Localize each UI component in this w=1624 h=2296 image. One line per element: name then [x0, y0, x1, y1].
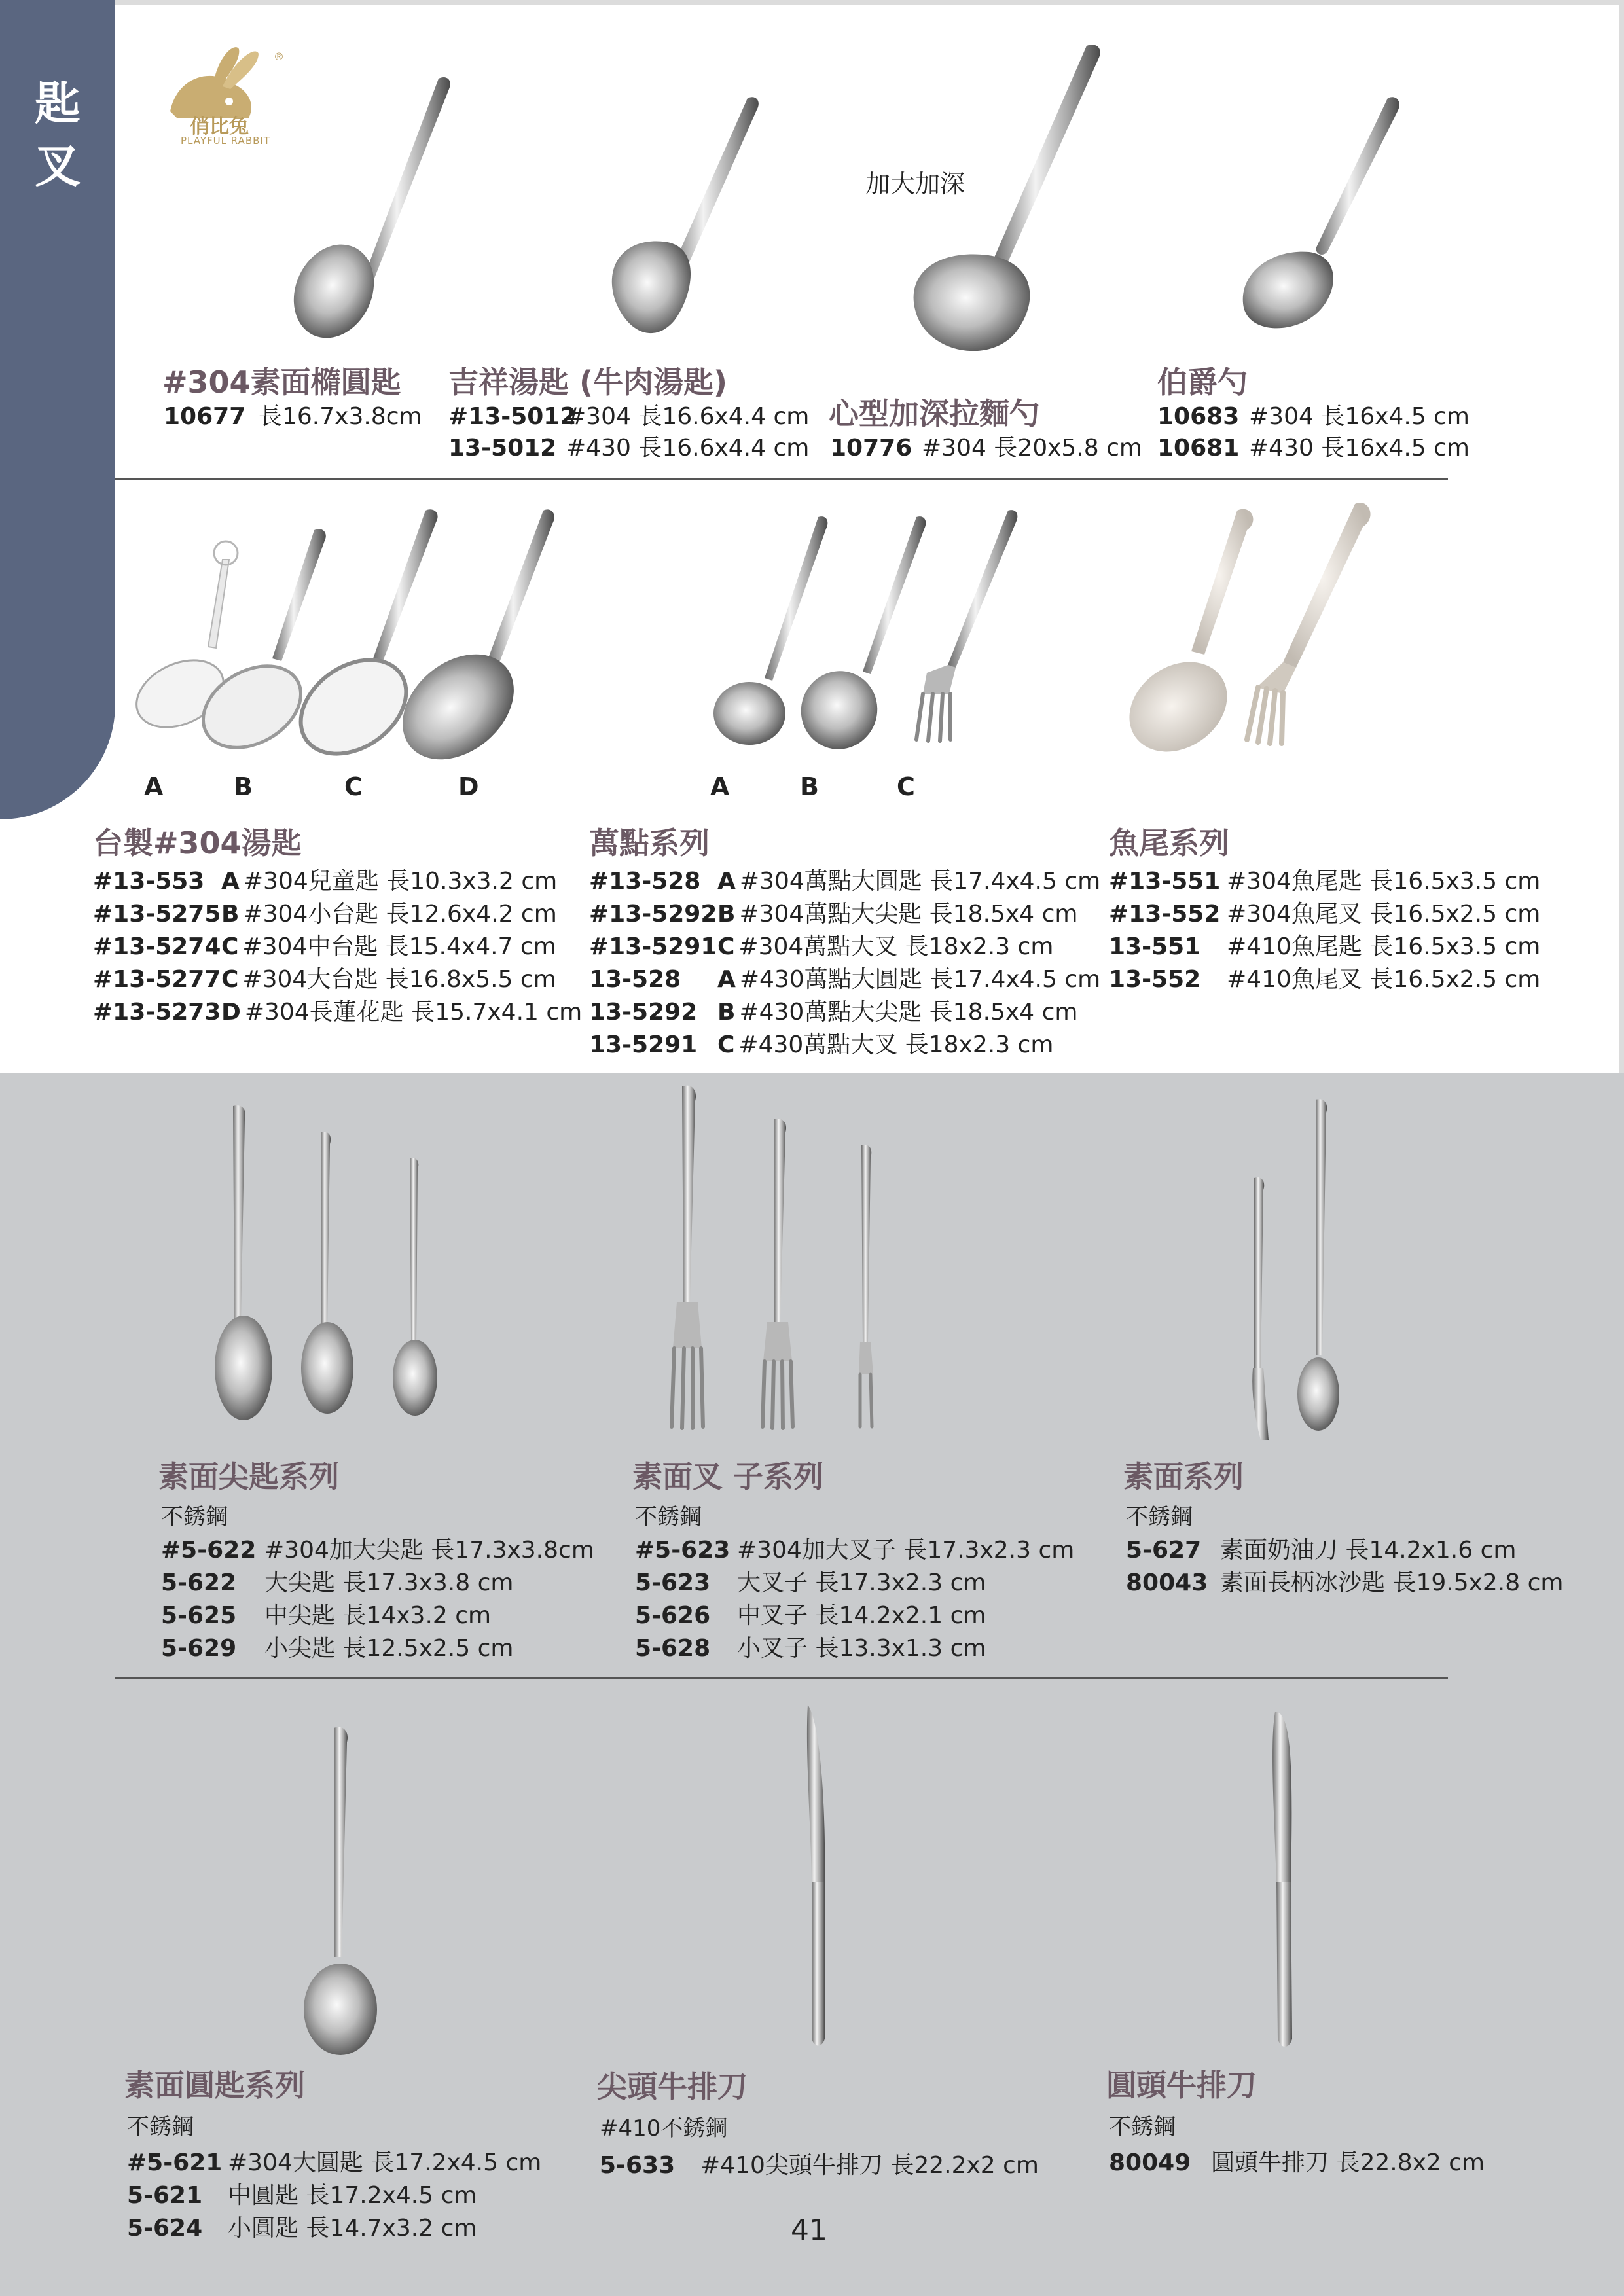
item-code: 13-5292: [589, 999, 698, 1026]
auspicious-spoon-image: [576, 85, 772, 347]
item-desc: #304中台匙 長15.4x4.7 cm: [242, 933, 556, 960]
item-code: #13-5292: [589, 901, 717, 927]
item-desc: #304萬點大叉 長18x2.3 cm: [738, 933, 1054, 960]
item-desc: #304小台匙 長12.6x4.2 cm: [243, 901, 557, 927]
item-desc: 圓頭牛排刀 長22.8x2 cm: [1211, 2149, 1485, 2176]
item-code: #5-623: [635, 1537, 731, 1564]
item-letter: D: [221, 999, 241, 1026]
enlarged-note: 加大加深: [865, 170, 965, 198]
item-code: 13-528: [589, 966, 681, 993]
item-code: 5-626: [635, 1602, 711, 1629]
logo-name-en: PLAYFUL RABBIT: [181, 135, 270, 147]
plain-fork-title: 素面叉 子系列: [632, 1459, 824, 1494]
fishtail-row: [1109, 895, 1540, 929]
wandian-row: [589, 1026, 1053, 1060]
logo-name-cn: 俏比兔: [190, 115, 249, 138]
taiwan-spoon-label-d: D: [458, 772, 479, 801]
item-code: #13-553: [93, 868, 205, 895]
item-desc: 中叉子 長14.2x2.1 cm: [737, 1602, 986, 1629]
item-desc: #304大圓匙 長17.2x4.5 cm: [228, 2149, 542, 2176]
item-desc: 中圓匙 長17.2x4.5 cm: [228, 2182, 477, 2209]
item-code: 5-624: [127, 2215, 203, 2242]
page-number: 41: [791, 2214, 827, 2247]
item-code: 5-621: [127, 2182, 203, 2209]
plain-fork-row: [635, 1564, 986, 1598]
item-desc: #304 長20x5.8 cm: [922, 435, 1142, 461]
item-letter: A: [221, 868, 240, 895]
pointed-spoon-row: [161, 1564, 513, 1598]
round-steak-knife-row: [1109, 2144, 1485, 2178]
item-code: #5-621: [127, 2149, 223, 2176]
oval-spoon-row-1: [164, 398, 422, 431]
plain-series-row: [1126, 1564, 1563, 1598]
taiwan-spoon-label-c: C: [344, 772, 363, 801]
plain-series-image: [1231, 1093, 1362, 1460]
pointed-spoon-title: 素面尖匙系列: [158, 1459, 339, 1494]
plain-fork-row: [635, 1532, 1074, 1565]
item-desc: #304萬點大圓匙 長17.4x4.5 cm: [739, 868, 1101, 895]
category-tab-line1: 匙: [35, 77, 81, 130]
item-letter: A: [717, 966, 736, 993]
item-desc: #304加大尖匙 長17.3x3.8cm: [264, 1537, 594, 1564]
item-desc: #304魚尾匙 長16.5x3.5 cm: [1227, 868, 1541, 895]
earl-spoon-row-1: [1157, 398, 1470, 431]
round-steak-knife-image: [1250, 1705, 1316, 2052]
round-steak-knife-title: 圓頭牛排刀: [1106, 2068, 1257, 2103]
oval-spoon-image: [275, 65, 458, 340]
pointed-steak-knife-image: [785, 1698, 851, 2052]
item-desc: #304長蓮花匙 長15.7x4.1 cm: [244, 999, 583, 1026]
oval-spoon-title: #304素面橢圓匙: [162, 365, 401, 400]
wandian-label-b: B: [800, 772, 819, 801]
item-letter: C: [221, 933, 239, 960]
item-code: 13-552: [1109, 966, 1201, 993]
item-code: 10677: [164, 403, 246, 430]
item-desc: 小叉子 長13.3x1.3 cm: [737, 1635, 986, 1662]
wandian-row: [589, 895, 1077, 929]
category-tab-label: [26, 72, 89, 198]
taiwan-spoon-row: [93, 928, 556, 961]
section-divider-1: [115, 478, 1448, 480]
item-desc: #430萬點大圓匙 長17.4x4.5 cm: [739, 966, 1101, 993]
item-desc: #304魚尾叉 長16.5x2.5 cm: [1227, 901, 1541, 927]
item-desc: #304加大叉子 長17.3x2.3 cm: [737, 1537, 1075, 1564]
item-code: 10683: [1157, 403, 1240, 430]
item-code: 10681: [1157, 435, 1240, 461]
taiwan-spoon-label-b: B: [234, 772, 253, 801]
auspicious-spoon-row-1: [448, 398, 809, 431]
item-code: 13-551: [1109, 933, 1201, 960]
round-spoon-image: [288, 1721, 419, 2062]
item-code: 5-628: [635, 1635, 711, 1662]
item-letter: B: [717, 999, 736, 1026]
item-code: #5-622: [161, 1537, 257, 1564]
pointed-spoon-row: [161, 1532, 594, 1565]
taiwan-spoon-row: [93, 863, 557, 896]
pointed-steak-knife-material: #410不銹鋼: [600, 2115, 728, 2142]
plain-series-row: [1126, 1532, 1516, 1565]
item-desc: #410魚尾叉 長16.5x2.5 cm: [1227, 966, 1541, 993]
plain-fork-set-image: [655, 1080, 916, 1440]
pointed-spoon-material: 不銹鋼: [161, 1504, 228, 1530]
item-code: #13-551: [1109, 868, 1221, 895]
item-code: 13-5291: [589, 1031, 698, 1058]
fishtail-set-image: [1106, 491, 1388, 772]
item-desc: #304 長16x4.5 cm: [1249, 403, 1470, 430]
item-code: 10776: [830, 435, 912, 461]
category-tab-line2: 叉: [35, 139, 81, 193]
item-code: #13-5274: [93, 933, 221, 960]
item-code: 13-5012: [448, 435, 557, 461]
item-code: #13-528: [589, 868, 701, 895]
heart-ladle-row-1: [830, 429, 1142, 463]
item-code: 5-633: [600, 2152, 676, 2179]
item-code: 5-623: [635, 1570, 711, 1596]
pointed-spoon-row: [161, 1630, 513, 1663]
taiwan-spoon-label-a: A: [144, 772, 164, 801]
round-spoon-row: [127, 2144, 541, 2178]
taiwan-spoon-row: [93, 895, 557, 929]
taiwan-spoon-row: [93, 961, 556, 994]
pointed-spoon-row: [161, 1597, 491, 1630]
item-letter: C: [717, 1031, 735, 1058]
taiwan-spoons-image: [118, 497, 576, 772]
item-desc: #410魚尾匙 長16.5x3.5 cm: [1227, 933, 1541, 960]
plain-fork-material: 不銹鋼: [635, 1504, 702, 1530]
fishtail-row: [1109, 928, 1540, 961]
item-desc: #430萬點大尖匙 長18.5x4 cm: [739, 999, 1078, 1026]
earl-spoon-image: [1231, 85, 1414, 347]
taiwan-spoon-title: 台製#304湯匙: [93, 825, 302, 861]
fishtail-row: [1109, 961, 1540, 994]
top-border: [115, 0, 1624, 5]
wandian-row: [589, 961, 1100, 994]
item-code: #13-5275: [93, 901, 221, 927]
pointed-steak-knife-title: 尖頭牛排刀: [597, 2069, 748, 2104]
wandian-title: 萬點系列: [589, 825, 710, 861]
registered-mark: ®: [274, 50, 284, 63]
right-border: [1619, 0, 1624, 1073]
item-desc: 小尖匙 長12.5x2.5 cm: [264, 1635, 514, 1662]
item-desc: #430 長16x4.5 cm: [1249, 435, 1470, 461]
fishtail-row: [1109, 863, 1540, 896]
plain-series-title: 素面系列: [1123, 1459, 1244, 1494]
item-letter: B: [717, 901, 736, 927]
item-code: 5-622: [161, 1570, 237, 1596]
item-desc: #304大台匙 長16.8x5.5 cm: [242, 966, 556, 993]
section-divider-2: [115, 1677, 1448, 1679]
item-letter: B: [221, 901, 240, 927]
heart-ladle-title: 心型加深拉麵勺: [829, 396, 1039, 431]
wandian-label-a: A: [710, 772, 730, 801]
item-code: 5-629: [161, 1635, 237, 1662]
plain-fork-row: [635, 1630, 986, 1663]
item-letter: A: [717, 868, 736, 895]
item-desc: 大叉子 長17.3x2.3 cm: [737, 1570, 986, 1596]
wandian-row: [589, 863, 1100, 896]
item-desc: 素面奶油刀 長14.2x1.6 cm: [1220, 1537, 1517, 1564]
item-desc: #304萬點大尖匙 長18.5x4 cm: [739, 901, 1078, 927]
item-code: 5-625: [161, 1602, 237, 1629]
item-desc: 中尖匙 長14x3.2 cm: [264, 1602, 492, 1629]
item-code: #13-552: [1109, 901, 1221, 927]
wandian-row: [589, 994, 1077, 1027]
item-code: 80043: [1126, 1570, 1208, 1596]
plain-fork-row: [635, 1597, 986, 1630]
earl-spoon-row-2: [1157, 429, 1470, 463]
item-code: 80049: [1109, 2149, 1191, 2176]
item-desc: #304 長16.6x4.4 cm: [566, 403, 810, 430]
earl-spoon-title: 伯爵勺: [1157, 365, 1248, 400]
round-steak-knife-material: 不銹鋼: [1109, 2114, 1176, 2140]
fishtail-title: 魚尾系列: [1109, 825, 1229, 861]
item-desc: #410尖頭牛排刀 長22.2x2 cm: [700, 2152, 1039, 2179]
item-desc: #430 長16.6x4.4 cm: [566, 435, 810, 461]
item-code: #13-5291: [589, 933, 717, 960]
item-letter: C: [221, 966, 239, 993]
item-desc: 長16.7x3.8cm: [259, 403, 422, 430]
auspicious-spoon-row-2: [448, 429, 809, 463]
round-spoon-title: 素面圓匙系列: [124, 2068, 305, 2103]
pointed-spoon-set-image: [203, 1100, 465, 1440]
item-code: #13-5273: [93, 999, 221, 1026]
wandian-row: [589, 928, 1053, 961]
wandian-set-image: [687, 497, 1028, 759]
round-spoon-row: [127, 2210, 477, 2243]
auspicious-spoon-title: 吉祥湯匙 (牛肉湯匙): [448, 365, 728, 400]
item-desc: 素面長柄冰沙匙 長19.5x2.8 cm: [1220, 1570, 1564, 1596]
plain-series-material: 不銹鋼: [1126, 1504, 1193, 1530]
pointed-steak-knife-row: [600, 2147, 1039, 2180]
item-code: #13-5277: [93, 966, 221, 993]
round-spoon-material: 不銹鋼: [127, 2114, 194, 2140]
taiwan-spoon-row: [93, 994, 582, 1027]
heart-ramen-ladle-image: [890, 39, 1113, 367]
item-desc: #430萬點大叉 長18x2.3 cm: [738, 1031, 1054, 1058]
item-desc: 小圓匙 長14.7x3.2 cm: [228, 2215, 477, 2242]
item-code: 5-627: [1126, 1537, 1202, 1564]
wandian-label-c: C: [897, 772, 915, 801]
round-spoon-row: [127, 2177, 477, 2210]
item-letter: C: [717, 933, 735, 960]
item-code: #13-5012: [448, 403, 577, 430]
category-tab: [0, 0, 115, 819]
item-desc: 大尖匙 長17.3x3.8 cm: [264, 1570, 514, 1596]
item-desc: #304兒童匙 長10.3x3.2 cm: [243, 868, 558, 895]
